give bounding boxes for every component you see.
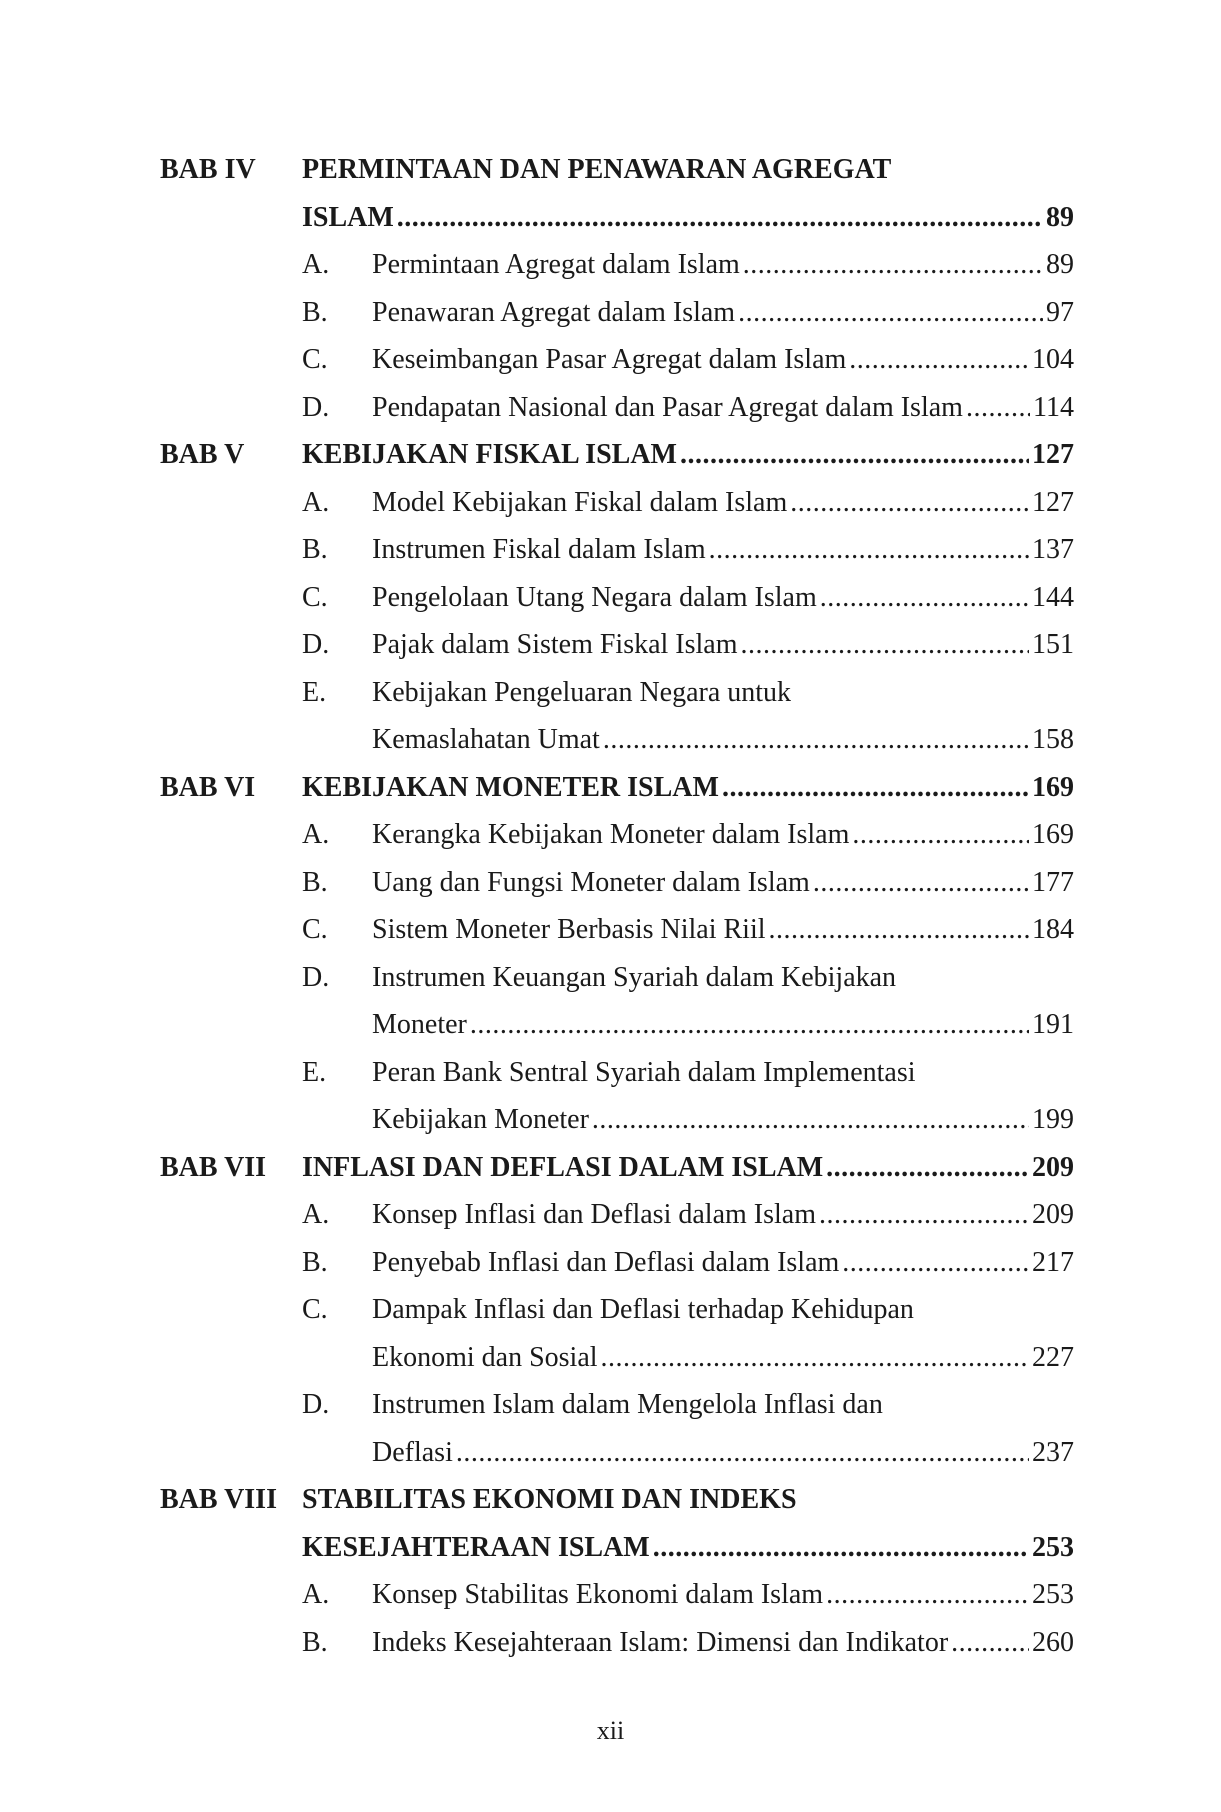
toc-entry-continued <box>160 1001 1074 1049</box>
toc-entry <box>160 906 1074 954</box>
entry-letter: B. <box>302 296 328 328</box>
chapter-heading <box>160 1476 1074 1524</box>
toc-entry <box>160 669 1074 717</box>
dot-leader <box>603 716 1029 764</box>
toc-entry-continued <box>160 1096 1074 1144</box>
page-number: 114 <box>1033 391 1074 423</box>
toc-entry <box>160 811 1074 859</box>
entry-letter: B. <box>302 1246 328 1278</box>
toc-entry-continued <box>160 1429 1074 1477</box>
dot-leader <box>601 1334 1029 1382</box>
dot-leader <box>709 526 1029 574</box>
page-number: 158 <box>1032 724 1074 755</box>
toc-entry <box>160 1381 1074 1429</box>
page-number: 191 <box>1032 1009 1074 1040</box>
entry-title: Instrumen Islam dalam Mengelola Inflasi dan <box>372 1389 883 1420</box>
chapter-heading <box>160 431 1074 479</box>
entry-letter: D. <box>302 391 330 423</box>
entry-letter: B. <box>302 534 328 565</box>
chapter-label: BAB VII <box>160 1151 267 1183</box>
toc-entry <box>160 621 1074 669</box>
page-number: 177 <box>1032 866 1074 898</box>
entry-title: Keseimbangan Pasar Agregat dalam Islam <box>372 344 847 375</box>
entry-title: Uang dan Fungsi Moneter dalam Islam <box>372 866 810 898</box>
table-of-contents <box>160 146 1074 1666</box>
toc-entry <box>160 954 1074 1002</box>
page-number: 169 <box>1032 819 1074 850</box>
entry-letter: C. <box>302 344 328 375</box>
dot-leader <box>653 1524 1029 1572</box>
entry-letter: D. <box>302 961 330 993</box>
chapter-title: PERMINTAAN DAN PENAWARAN AGREGAT <box>302 154 892 185</box>
dot-leader <box>819 1191 1029 1239</box>
footer-page-number: xii <box>596 1716 625 1745</box>
entry-title: Deflasi <box>372 1436 453 1468</box>
chapter-heading-continued <box>160 1524 1074 1572</box>
page-number: 151 <box>1032 629 1074 660</box>
entry-title: Pengelolaan Utang Negara dalam Islam <box>372 581 817 613</box>
entry-letter: B. <box>302 866 328 898</box>
toc-entry <box>160 859 1074 907</box>
toc-entry <box>160 241 1074 289</box>
entry-letter: D. <box>302 1389 330 1420</box>
entry-letter: E. <box>302 676 327 708</box>
entry-letter: A. <box>302 486 330 518</box>
page-number: 89 <box>1046 201 1074 233</box>
toc-entry <box>160 1619 1074 1667</box>
dot-leader <box>397 194 1043 242</box>
page-number: 104 <box>1032 344 1074 375</box>
toc-entry-continued <box>160 1334 1074 1382</box>
page-number: 89 <box>1046 249 1074 280</box>
chapter-label: BAB VI <box>160 771 256 803</box>
entry-title: Kebijakan Moneter <box>372 1104 589 1135</box>
toc-entry <box>160 1049 1074 1097</box>
toc-entry <box>160 336 1074 384</box>
entry-letter: A. <box>302 1579 330 1610</box>
page-number: 260 <box>1032 1626 1074 1658</box>
dot-leader <box>849 336 1029 384</box>
entry-letter: C. <box>302 581 328 613</box>
page-number: 209 <box>1032 1199 1074 1230</box>
chapter-label: BAB VIII <box>160 1484 277 1515</box>
entry-title: Dampak Inflasi dan Deflasi terhadap Kehidupan <box>372 1294 914 1325</box>
entry-title: Peran Bank Sentral Syariah dalam Implementasi <box>372 1056 916 1088</box>
page-number: 209 <box>1032 1151 1074 1183</box>
chapter-heading <box>160 1144 1074 1192</box>
chapter-label: BAB IV <box>160 154 256 185</box>
entry-letter: C. <box>302 1294 328 1325</box>
entry-title: Instrumen Keuangan Syariah dalam Kebijakan <box>372 961 897 993</box>
dot-leader <box>966 384 1030 432</box>
page-number: 137 <box>1032 534 1074 565</box>
dot-leader <box>769 906 1029 954</box>
entry-title: Pendapatan Nasional dan Pasar Agregat dalam Islam <box>372 391 963 423</box>
entry-letter: D. <box>302 629 330 660</box>
chapter-title: KEBIJAKAN MONETER ISLAM <box>302 771 719 803</box>
dot-leader <box>592 1096 1029 1144</box>
page-number: 144 <box>1032 581 1074 613</box>
entry-title: Sistem Moneter Berbasis Nilai Riil <box>372 914 766 945</box>
dot-leader <box>456 1429 1029 1477</box>
dot-leader <box>790 479 1029 527</box>
entry-title: Kemaslahatan Umat <box>372 724 600 755</box>
page-number: 169 <box>1032 771 1074 803</box>
page-number: 217 <box>1032 1246 1074 1278</box>
entry-letter: C. <box>302 914 328 945</box>
entry-letter: A. <box>302 819 330 850</box>
chapter-title: STABILITAS EKONOMI DAN INDEKS <box>302 1484 797 1515</box>
page-number: 184 <box>1032 914 1074 945</box>
dot-leader <box>741 621 1029 669</box>
entry-title: Kebijakan Pengeluaran Negara untuk <box>372 676 792 708</box>
dot-leader <box>852 811 1029 859</box>
chapter-label: BAB V <box>160 439 245 470</box>
toc-entry <box>160 1571 1074 1619</box>
toc-entry <box>160 1286 1074 1334</box>
dot-leader <box>951 1619 1029 1667</box>
toc-entry <box>160 289 1074 337</box>
toc-entry <box>160 574 1074 622</box>
toc-entry <box>160 384 1074 432</box>
entry-title: Penawaran Agregat dalam Islam <box>372 296 736 328</box>
dot-leader <box>738 289 1043 337</box>
toc-entry-continued <box>160 716 1074 764</box>
chapter-title: KESEJAHTERAAN ISLAM <box>302 1531 650 1563</box>
page-number: 127 <box>1032 439 1074 470</box>
entry-letter: A. <box>302 249 330 280</box>
entry-letter: A. <box>302 1199 330 1230</box>
page-number: 97 <box>1046 296 1074 328</box>
toc-entry <box>160 1239 1074 1287</box>
entry-letter: E. <box>302 1056 327 1088</box>
entry-title: Moneter <box>372 1009 467 1040</box>
dot-leader <box>680 431 1029 479</box>
page-number: 199 <box>1032 1104 1074 1135</box>
chapter-heading <box>160 146 1074 194</box>
toc-entry <box>160 526 1074 574</box>
chapter-heading-continued <box>160 194 1074 242</box>
dot-leader <box>826 1571 1029 1619</box>
chapter-title: ISLAM <box>302 201 394 233</box>
entry-title: Pajak dalam Sistem Fiskal Islam <box>372 629 738 660</box>
page-number: 227 <box>1032 1341 1074 1373</box>
toc-entry <box>160 1191 1074 1239</box>
entry-title: Indeks Kesejahteraan Islam: Dimensi dan Indikator <box>372 1626 949 1658</box>
entry-title: Ekonomi dan Sosial <box>372 1341 598 1373</box>
page-number: 237 <box>1032 1436 1074 1468</box>
entry-title: Kerangka Kebijakan Moneter dalam Islam <box>372 819 850 850</box>
entry-title: Model Kebijakan Fiskal dalam Islam <box>372 486 788 518</box>
dot-leader <box>842 1239 1029 1287</box>
entry-title: Penyebab Inflasi dan Deflasi dalam Islam <box>372 1246 840 1278</box>
dot-leader <box>813 859 1029 907</box>
entry-title: Konsep Stabilitas Ekonomi dalam Islam <box>372 1579 824 1610</box>
dot-leader <box>722 764 1029 812</box>
chapter-title: INFLASI DAN DEFLASI DALAM ISLAM <box>302 1151 824 1183</box>
entry-title: Konsep Inflasi dan Deflasi dalam Islam <box>372 1199 816 1230</box>
page-number: 253 <box>1032 1531 1074 1563</box>
dot-leader <box>470 1001 1029 1049</box>
chapter-title: KEBIJAKAN FISKAL ISLAM <box>302 439 677 470</box>
chapter-heading <box>160 764 1074 812</box>
dot-leader <box>743 241 1043 289</box>
entry-title: Permintaan Agregat dalam Islam <box>372 249 740 280</box>
dot-leader <box>826 1144 1029 1192</box>
dot-leader <box>820 574 1029 622</box>
toc-entry <box>160 479 1074 527</box>
entry-letter: B. <box>302 1626 328 1658</box>
entry-title: Instrumen Fiskal dalam Islam <box>372 534 706 565</box>
page-number: 127 <box>1032 486 1074 518</box>
page-number: 253 <box>1032 1579 1074 1610</box>
